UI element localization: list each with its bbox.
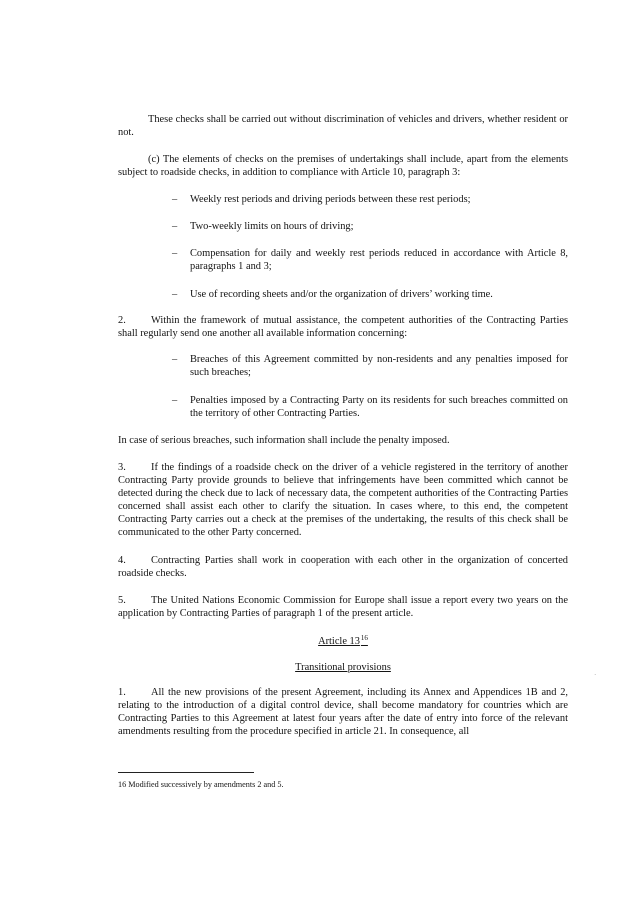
list-item <box>172 288 568 301</box>
list-item <box>172 247 568 273</box>
paragraph-checks-discrimination: These checks shall be carried out without discrimination of vehicles and drivers, whether resident or not. <box>118 114 568 138</box>
paragraph-4 <box>118 554 568 580</box>
paragraph-number: 3. <box>118 462 126 473</box>
paragraph-number: 1. <box>118 687 126 698</box>
list-item-text: Weekly rest periods and driving periods between these rest periods; <box>190 194 471 205</box>
paragraph-text: The United Nations Economic Commission for Europe shall issue a report every two years on the application by Contracting Parties of paragraph 1 of the present article. <box>118 595 568 619</box>
paragraph-number: 5. <box>118 595 126 606</box>
dash-marker: – <box>172 354 178 365</box>
footnote: 16 Modified successively by amendments 2 and 5. <box>118 780 284 789</box>
paragraph-transitional-1 <box>118 686 568 738</box>
dash-marker: – <box>172 221 178 232</box>
paragraph-number: 4. <box>118 555 126 566</box>
paragraph-2 <box>118 314 568 340</box>
article-heading <box>118 635 568 648</box>
list-item <box>172 220 568 233</box>
paragraph-serious-breaches: In case of serious breaches, such information shall include the penalty imposed. <box>118 435 450 446</box>
list-item-text: Two-weekly limits on hours of driving; <box>190 221 354 232</box>
paragraph-text: Contracting Parties shall work in cooperation with each other in the organization of concerted roadside checks. <box>118 555 568 579</box>
paragraph-3 <box>118 461 568 539</box>
list-item <box>172 353 568 379</box>
paragraph-text: If the findings of a roadside check on the driver of a vehicle registered in the territory of another Contracting Party provide grounds to believe that infringements have been committed which cannot be detected during the check due to lack of necessary data, the competent authorities of the Contracting Parties concerned shall assist each other to clarify the situation. In cases where, to this end, the competent Contracting Party carries out a check at the premises of the undertaking, the results of this check shall be communicated to the other Party concerned. <box>118 462 568 538</box>
list-item-text: Compensation for daily and weekly rest periods reduced in accordance with Article 8, paragraphs 1 and 3; <box>190 248 568 272</box>
paragraph-number: 2. <box>118 315 126 326</box>
article-title: Article 13 <box>318 636 360 647</box>
paragraph-c-elements: (c) The elements of checks on the premises of undertakings shall include, apart from the elements subject to roadside checks, in addition to compliance with Article 10, paragraph 3: <box>118 154 568 178</box>
paragraph-text: All the new provisions of the present Agreement, including its Annex and Appendices 1B and 2, relating to the introduction of a digital control device, shall become mandatory for countries which are Contracting Parties to this Agreement at latest four years after the date of entry into force of the relevant amendments resulting from the procedure specified in article 21. In consequence, all <box>118 687 568 737</box>
list-item-text: Use of recording sheets and/or the organization of drivers’ working time. <box>190 289 493 300</box>
dash-marker: – <box>172 395 178 406</box>
section-heading: Transitional provisions <box>295 662 391 673</box>
dash-marker: – <box>172 248 178 259</box>
paragraph-5 <box>118 594 568 620</box>
margin-mark: · <box>594 671 597 679</box>
list-item <box>172 394 568 420</box>
footnote-divider <box>118 772 254 773</box>
list-item <box>172 193 568 206</box>
dash-marker: – <box>172 194 178 205</box>
list-item-text: Breaches of this Agreement committed by non-residents and any penalties imposed for such breaches; <box>190 354 568 378</box>
list-item-text: Penalties imposed by a Contracting Party on its residents for such breaches committed on the territory of other Contracting Parties. <box>190 395 568 419</box>
dash-marker: – <box>172 289 178 300</box>
footnote-ref[interactable]: 16 <box>360 634 368 642</box>
paragraph-text: Within the framework of mutual assistance, the competent authorities of the Contracting Parties shall regularly send one another all available information concerning: <box>118 315 568 339</box>
